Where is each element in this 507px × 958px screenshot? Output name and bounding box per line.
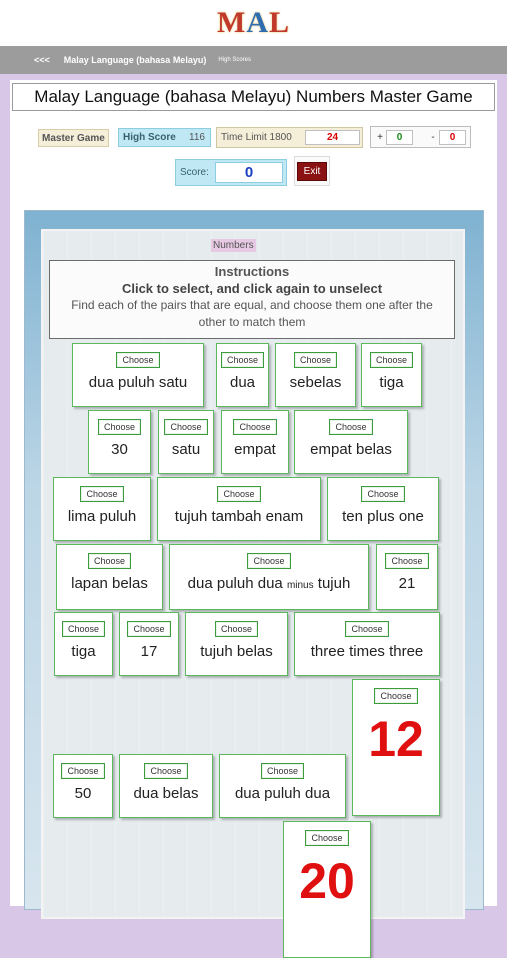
card-text: tujuh tambah enam bbox=[174, 508, 304, 525]
card-text: 17 bbox=[140, 643, 158, 660]
card[interactable] bbox=[54, 612, 113, 676]
choose-button[interactable]: Choose bbox=[329, 419, 372, 435]
nav-bar bbox=[0, 46, 507, 74]
card[interactable] bbox=[327, 477, 439, 541]
card[interactable] bbox=[275, 343, 356, 407]
choose-button[interactable]: Choose bbox=[98, 419, 141, 435]
high-scores-link[interactable]: High Scores bbox=[218, 57, 252, 63]
card-text: tujuh belas bbox=[200, 643, 273, 660]
score-value: 0 bbox=[215, 162, 283, 183]
card-text: 30 bbox=[111, 441, 128, 458]
choose-button[interactable]: Choose bbox=[261, 763, 304, 779]
choose-button[interactable]: Choose bbox=[215, 621, 258, 637]
time-limit-label: Time Limit 1800 bbox=[221, 132, 292, 143]
card-text-right: tujuh bbox=[317, 575, 351, 592]
card-text: 50 bbox=[74, 785, 92, 802]
instructions-subheading: Click to select, and click again to unselect bbox=[121, 281, 383, 296]
choose-button[interactable]: Choose bbox=[361, 486, 404, 502]
card-text: ten plus one bbox=[342, 508, 424, 525]
card[interactable] bbox=[119, 612, 179, 676]
card[interactable] bbox=[219, 754, 346, 818]
choose-button[interactable]: Choose bbox=[221, 352, 264, 368]
main-panel bbox=[8, 78, 499, 908]
plus-sign: + bbox=[377, 131, 383, 143]
nav-title-link[interactable]: Malay Language (bahasa Melayu) bbox=[63, 55, 207, 65]
choose-button[interactable]: Choose bbox=[144, 763, 187, 779]
page-title: Malay Language (bahasa Melayu) Numbers Master Game bbox=[12, 83, 495, 111]
mal-logo[interactable]: MAL bbox=[216, 6, 290, 39]
choose-button[interactable]: Choose bbox=[370, 352, 413, 368]
match-counter-box bbox=[370, 126, 471, 148]
choose-button[interactable]: Choose bbox=[374, 688, 417, 704]
card-text: 12 bbox=[368, 711, 424, 767]
high-score-box bbox=[118, 128, 211, 147]
mode-label: Master Game bbox=[38, 129, 109, 147]
card[interactable] bbox=[185, 612, 288, 676]
card-text: three times three bbox=[310, 643, 424, 660]
choose-button[interactable]: Choose bbox=[305, 830, 348, 846]
choose-button[interactable]: Choose bbox=[233, 419, 276, 435]
time-value: 24 bbox=[305, 130, 360, 145]
card-text: tiga bbox=[379, 374, 404, 391]
wrong-count: 0 bbox=[439, 130, 466, 145]
choose-button[interactable]: Choose bbox=[345, 621, 388, 637]
card-text: lima puluh bbox=[67, 508, 137, 525]
card[interactable] bbox=[53, 754, 113, 818]
minus-sign: - bbox=[431, 131, 435, 143]
time-limit-box bbox=[216, 127, 363, 148]
card-text: satu bbox=[171, 441, 201, 458]
choose-button[interactable]: Choose bbox=[294, 352, 337, 368]
card[interactable] bbox=[56, 544, 163, 610]
choose-button[interactable]: Choose bbox=[62, 621, 105, 637]
choose-button[interactable]: Choose bbox=[127, 621, 170, 637]
card[interactable] bbox=[352, 679, 440, 816]
card-text: lapan belas bbox=[71, 575, 148, 592]
exit-button[interactable]: Exit bbox=[297, 162, 328, 181]
card-text: 20 bbox=[299, 853, 355, 909]
card[interactable] bbox=[157, 477, 321, 541]
card-text: tiga bbox=[71, 643, 96, 660]
game-board bbox=[41, 229, 465, 919]
card[interactable] bbox=[221, 410, 289, 474]
card[interactable] bbox=[283, 821, 371, 958]
back-link[interactable]: <<< bbox=[34, 55, 50, 65]
card-text: empat belas bbox=[310, 441, 392, 458]
card-text: 21 bbox=[398, 575, 416, 592]
card[interactable] bbox=[294, 410, 408, 474]
card[interactable] bbox=[72, 343, 204, 407]
correct-count: 0 bbox=[386, 130, 413, 145]
card[interactable] bbox=[376, 544, 438, 610]
game-area bbox=[24, 210, 484, 910]
instructions-heading: Instructions bbox=[214, 264, 290, 279]
choose-button[interactable]: Choose bbox=[88, 553, 131, 569]
choose-button[interactable]: Choose bbox=[247, 553, 290, 569]
card[interactable] bbox=[169, 544, 369, 610]
score-box bbox=[175, 159, 287, 186]
choose-button[interactable]: Choose bbox=[80, 486, 123, 502]
high-score-value: 116 bbox=[189, 132, 205, 143]
top-bar bbox=[0, 0, 507, 46]
topic-label: Numbers bbox=[213, 240, 254, 251]
card[interactable] bbox=[361, 343, 422, 407]
card-text: dua belas bbox=[133, 785, 199, 802]
card[interactable] bbox=[88, 410, 151, 474]
card-text: dua bbox=[229, 374, 256, 391]
card-text: empat bbox=[234, 441, 276, 458]
score-label: Score: bbox=[180, 167, 209, 178]
instructions-body: Find each of the pairs that are equal, and choose them one after the other to match them bbox=[71, 298, 433, 329]
exit-wrapper bbox=[294, 156, 330, 186]
card[interactable] bbox=[294, 612, 440, 676]
choose-button[interactable]: Choose bbox=[116, 352, 159, 368]
card-operator: minus bbox=[286, 580, 314, 591]
choose-button[interactable]: Choose bbox=[164, 419, 207, 435]
card-text: dua puluh satu bbox=[88, 374, 188, 391]
card[interactable] bbox=[119, 754, 213, 818]
choose-button[interactable]: Choose bbox=[61, 763, 104, 779]
card[interactable] bbox=[53, 477, 151, 541]
card-text-left: dua puluh dua bbox=[187, 575, 283, 592]
card-text: sebelas bbox=[289, 374, 342, 391]
card[interactable] bbox=[216, 343, 269, 407]
instructions-box bbox=[49, 260, 455, 339]
choose-button[interactable]: Choose bbox=[217, 486, 260, 502]
card-text: dua puluh dua bbox=[234, 785, 331, 802]
card[interactable] bbox=[158, 410, 214, 474]
choose-button[interactable]: Choose bbox=[385, 553, 428, 569]
high-score-label: High Score bbox=[123, 132, 176, 143]
card-text bbox=[170, 575, 368, 592]
